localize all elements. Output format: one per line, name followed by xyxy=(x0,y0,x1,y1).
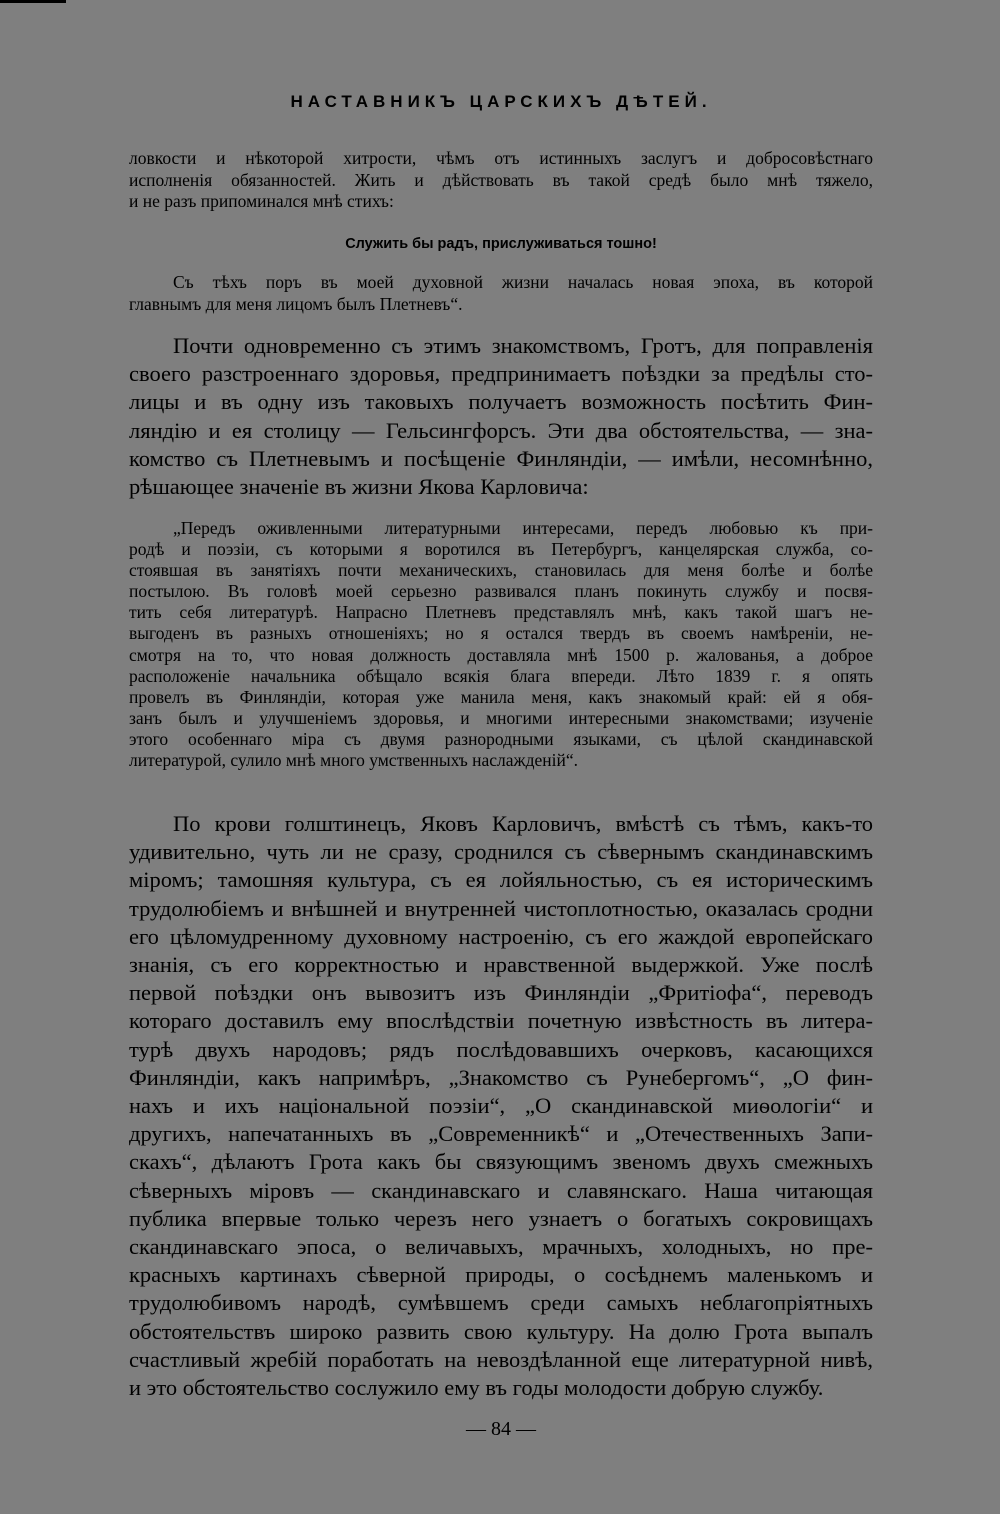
block-quote-line: „Передъ оживленными литературными интересами, передъ любовью къ при- xyxy=(173,518,873,538)
paragraph-4-line: обстоятельствъ широко развить свою культуру. На долю Грота выпалъ xyxy=(129,1318,873,1344)
paragraph-3-line: своего разстроеннаго здоровья, предпринимаетъ поѣздки за предѣлы сто- xyxy=(129,361,873,387)
paragraph-1-line: и не разъ припоминался мнѣ стихъ: xyxy=(129,191,394,211)
paragraph-2-line: главнымъ для меня лицомъ былъ Плетневъ“. xyxy=(129,293,463,314)
scan-edge-mark xyxy=(0,0,66,3)
paragraph-3-line: лицы и въ одну изъ таковыхъ получаетъ возможность посѣтить Фин- xyxy=(129,389,873,415)
paragraph-4-line: счастливый жребій поработать на невоздѣланной еще литературной нивѣ, xyxy=(129,1346,873,1372)
block-quote-line: стоявшая въ занятіяхъ почти механическихъ, становилась для меня болѣе и болѣе xyxy=(129,560,873,581)
block-quote-line: родѣ и поэзіи, съ которыми я воротился въ Петербургъ, канцелярская служба, со- xyxy=(129,539,873,560)
paragraph-4-line: сѣверныхъ міровъ — скандинавскаго и славянскаго. Наша читающая xyxy=(129,1177,873,1203)
paragraph-4-line: Финляндіи, какъ напримѣръ, „Знакомство съ Рунебергомъ“, „О фин- xyxy=(129,1064,873,1090)
paragraph-3-line: ляндію и ея столицу — Гельсингфорсъ. Эти два обстоятельства, — зна- xyxy=(129,417,873,443)
block-quote-line: расположеніе начальника обѣщало всякія блага впереди. Лѣто 1839 г. я опять xyxy=(129,665,873,686)
block-quote-line: провелъ въ Финляндіи, которая уже манила меня, какъ знакомый край: ей я обя- xyxy=(129,686,873,707)
paragraph-2-line: Съ тѣхъ поръ въ моей духовной жизни началась новая эпоха, въ которой xyxy=(173,272,873,292)
paragraph-1 xyxy=(129,148,873,213)
paragraph-4-line: и это обстоятельство сослужило ему въ годы молодости добрую службу. xyxy=(129,1375,824,1401)
paragraph-3-line: Почти одновременно съ этимъ знакомствомъ, Гротъ, для поправленія xyxy=(173,333,873,358)
paragraph-4-line: его цѣломудренному духовному настроенію, съ его жаждой европейскаго xyxy=(129,923,873,949)
paragraph-4-line: трудолюбивомъ народѣ, сумѣвшемъ среди самыхъ неблагопріятныхъ xyxy=(129,1290,873,1316)
paragraph-3-line: рѣшающее значеніе въ жизни Якова Карловича: xyxy=(129,474,589,500)
paragraph-4-line: міромъ; тамошняя культура, съ ея лойяльностью, съ ея историческимъ xyxy=(129,867,873,893)
paragraph-1-line: ловкости и нѣкоторой хитрости, чѣмъ отъ истинныхъ заслугъ и добросовѣстнаго xyxy=(129,148,873,168)
running-head: НАСТАВНИКЪ ЦАРСКИХЪ ДѢТЕЙ. xyxy=(290,92,712,111)
paragraph-4-line: знанія, съ его корректностью и нравственной выдержкой. Уже послѣ xyxy=(129,952,873,978)
paragraph-4-line: скахъ“, дѣлаютъ Грота какъ бы связующимъ звеномъ двухъ смежныхъ xyxy=(129,1149,873,1175)
paragraph-4-line: скандинавскаго эпоса, о величавыхъ, мрачныхъ, холодныхъ, но пре- xyxy=(129,1234,873,1260)
paragraph-4-line: публика впервые только черезъ него узнаетъ о богатыхъ сокровищахъ xyxy=(129,1205,873,1231)
paragraph-1-line: исполненія обязанностей. Жить и дѣйствовать въ такой средѣ было мнѣ тяжело, xyxy=(129,169,873,190)
block-quote-line: литературой, сулило мнѣ много умственныхъ наслажденій“. xyxy=(129,750,579,771)
paragraph-4-line: котораго доставилъ ему впослѣдствіи почетную извѣстность въ литера- xyxy=(129,1008,873,1034)
paragraph-3-line: комство съ Плетневымъ и посѣщеніе Финляндіи, — имѣли, несомнѣнно, xyxy=(129,445,873,471)
paragraph-4-line: другихъ, напечатанныхъ въ „Современникѣ“ и „Отечественныхъ Запи- xyxy=(129,1121,873,1147)
paragraph-4-line: удивительно, чуть ли не сразу, сроднился съ сѣвернымъ скандинавскимъ xyxy=(129,839,873,865)
block-quote-line: этого особеннаго міра съ двумя разнородными языками, съ цѣлой скандинавской xyxy=(129,728,873,749)
block-quote-line: смотря на то, что новая должность доставляла мнѣ 1500 р. жалованья, а доброе xyxy=(129,644,873,665)
page-number: — 84 — xyxy=(466,1418,536,1440)
paragraph-4 xyxy=(129,810,873,1402)
paragraph-4-line: По крови голштинецъ, Яковъ Карловичъ, вмѣстѣ съ тѣмъ, какъ-то xyxy=(173,811,873,836)
paragraph-3 xyxy=(129,332,873,501)
block-quote xyxy=(129,518,873,771)
paragraph-2 xyxy=(129,272,873,315)
paragraph-4-line: турѣ двухъ народовъ; рядъ послѣдовавшихъ очерковъ, касающихся xyxy=(129,1036,873,1062)
block-quote-line: тить себя литературѣ. Напрасно Плетневъ представлялъ мнѣ, какъ такой шагъ не- xyxy=(129,602,873,623)
block-quote-line: постылою. Въ головѣ моей серьезно развивался планъ покинуть службу и посвя- xyxy=(129,581,873,602)
verse-quote: Служить бы радъ, прислуживаться тошно! xyxy=(345,236,657,252)
paragraph-4-line: трудолюбіемъ и внѣшней и внутренней чистоплотностью, оказалась сродни xyxy=(129,895,873,921)
block-quote-line: занъ былъ и улучшеніемъ здоровья, и многими интересными знакомствами; изученіе xyxy=(129,707,873,728)
paragraph-4-line: первой поѣздки онъ вывозитъ изъ Финляндіи „Фритіофа“, переводъ xyxy=(129,980,873,1006)
paragraph-4-line: нахъ и ихъ національной поэзіи“, „О скандинавской миѳологіи“ и xyxy=(129,1093,873,1119)
block-quote-line: выгоденъ въ разныхъ отношеніяхъ; но я остался твердъ въ своемъ намѣреніи, не- xyxy=(129,623,873,644)
paragraph-4-line: красныхъ картинахъ сѣверной природы, о сосѣднемъ маленькомъ и xyxy=(129,1262,873,1288)
